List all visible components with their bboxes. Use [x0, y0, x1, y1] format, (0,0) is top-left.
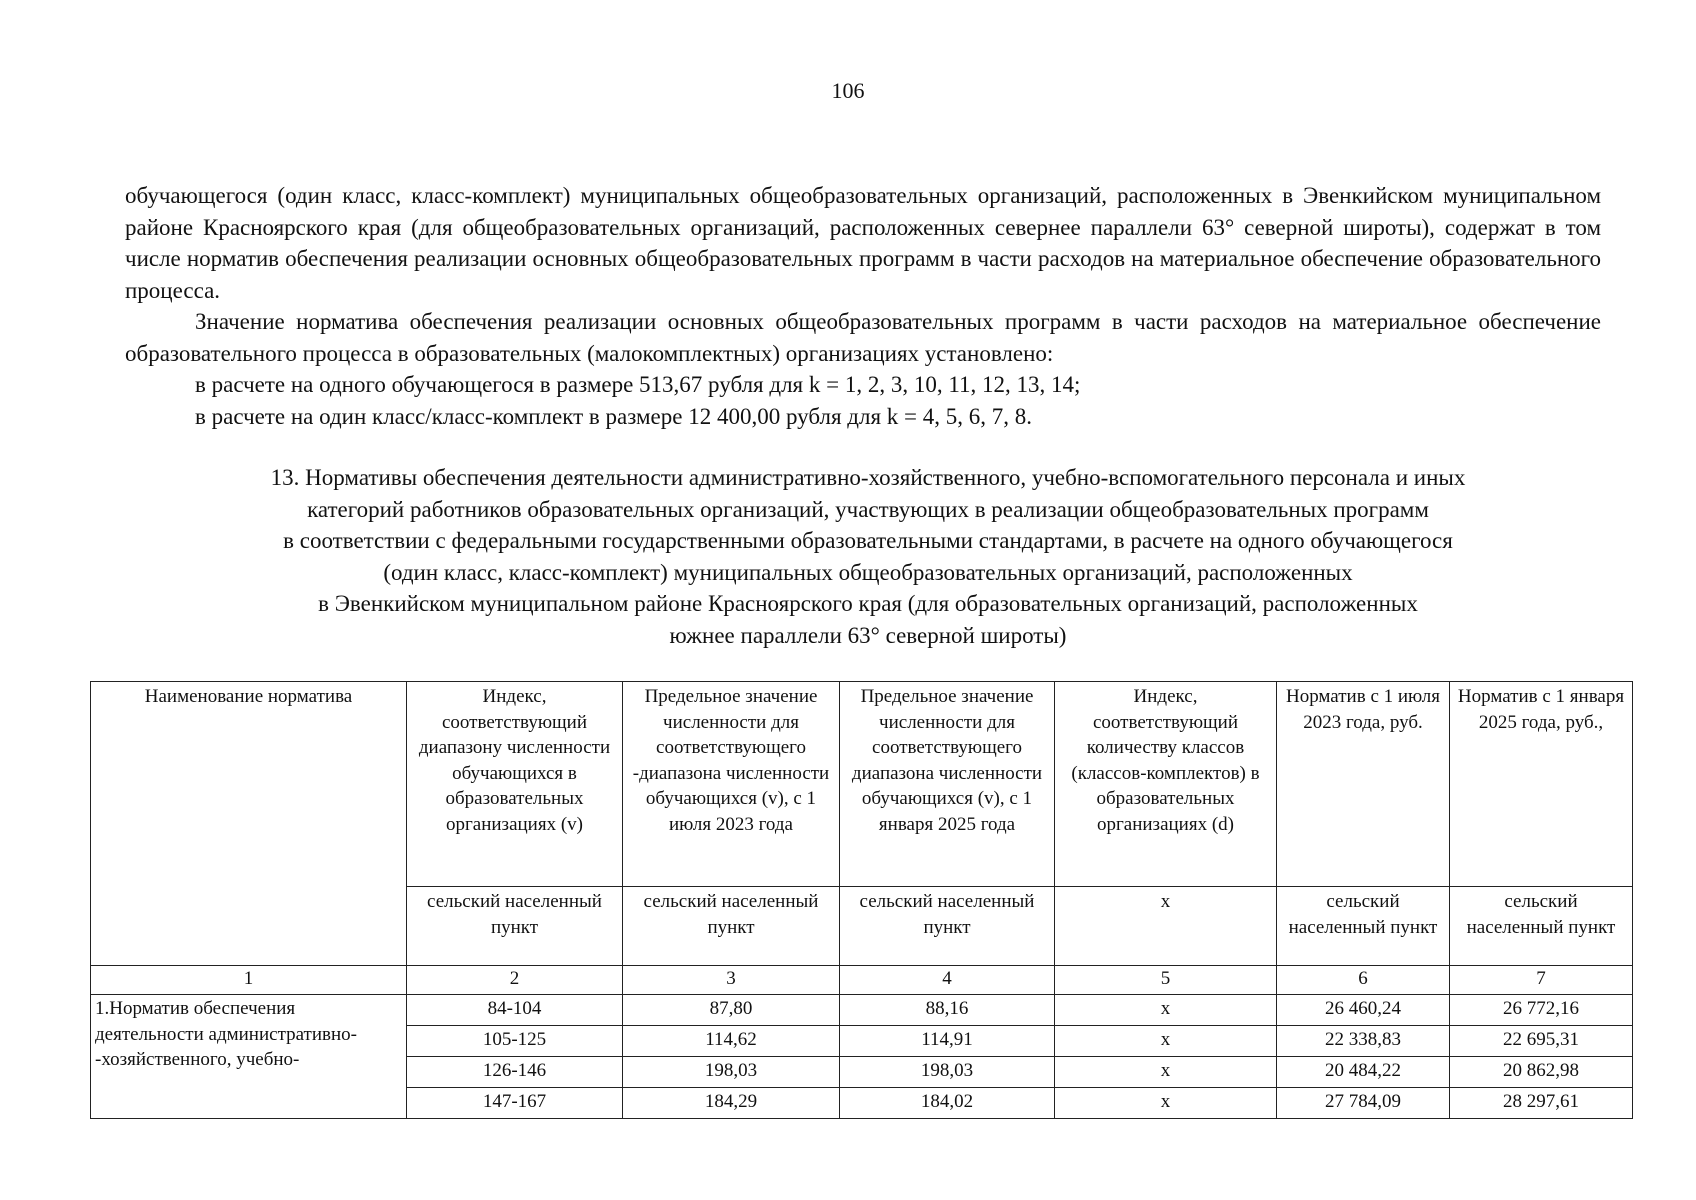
body-text	[125, 180, 1601, 432]
cell-index-d: x	[1055, 995, 1277, 1026]
cell-range: 147-167	[407, 1088, 623, 1119]
cell-norm-2025: 26 772,16	[1450, 995, 1633, 1026]
section-heading-line: (один класс, класс-комплект) муниципальных общеобразовательных организаций, расположенных	[383, 559, 1353, 585]
norm-per-class-line: в расчете на один класс/класс-комплект в размере 12 400,00 рубля для k = 4, 5, 6, 7, 8.	[195, 403, 1033, 429]
cell-norm-2023: 27 784,09	[1277, 1088, 1450, 1119]
cell-norm-2025: 28 297,61	[1450, 1088, 1633, 1119]
section-heading-line: южнее параллели 63° северной широты)	[669, 622, 1067, 648]
cell-limit-2025: 198,03	[840, 1057, 1055, 1088]
header-norm-2023: Норматив с 1 июля 2023 года, руб.	[1277, 682, 1450, 887]
section-heading	[130, 462, 1606, 651]
table-header-row	[91, 682, 1633, 887]
norm-group-name: 1.Норматив обеспечения деятельности административно- -хозяйственного, учебно-	[91, 995, 407, 1119]
table-row	[91, 995, 1633, 1026]
section-heading-line: в Эвенкийском муниципальном районе Красноярского края (для образовательных организаций, расположенных	[318, 591, 1418, 616]
cell-limit-2023: 184,29	[623, 1088, 840, 1119]
cell-limit-2025: 184,02	[840, 1088, 1055, 1119]
cell-range: 126-146	[407, 1057, 623, 1088]
subheader-not-applicable: x	[1055, 887, 1277, 966]
section-heading-line: 13. Нормативы обеспечения деятельности административно-хозяйственного, учебно-вспомогательного персонала и иных	[270, 465, 1466, 490]
cell-norm-2023: 26 460,24	[1277, 995, 1450, 1026]
header-index-v: Индекс, соответствующий диапазону численности обучающихся в образовательных организациях (v)	[407, 682, 623, 887]
column-number: 4	[840, 966, 1055, 995]
column-number: 2	[407, 966, 623, 995]
column-number: 7	[1450, 966, 1633, 995]
cell-range: 84-104	[407, 995, 623, 1026]
page-number: 106	[831, 78, 865, 103]
subheader-settlement: сельский населенный пункт	[1277, 887, 1450, 966]
column-number-row	[91, 966, 1633, 995]
column-number: 6	[1277, 966, 1450, 995]
cell-norm-2023: 22 338,83	[1277, 1026, 1450, 1057]
cell-index-d: x	[1055, 1088, 1277, 1119]
cell-norm-2025: 22 695,31	[1450, 1026, 1633, 1057]
cell-index-d: x	[1055, 1026, 1277, 1057]
header-limit-2025: Предельное значение численности для соответствующего диапазона численности обучающихся (v), с 1 января 2025 года	[840, 682, 1055, 887]
column-number: 1	[91, 966, 407, 995]
cell-limit-2023: 114,62	[623, 1026, 840, 1057]
paragraph-norm-value: Значение норматива обеспечения реализации основных общеобразовательных программ в части расходов на материальное обеспечение образовательного процесса в образовательных (малокомплектных) организациях установлено:	[125, 309, 1601, 366]
cell-range: 105-125	[407, 1026, 623, 1057]
cell-norm-2023: 20 484,22	[1277, 1057, 1450, 1088]
header-limit-2023: Предельное значение численности для соответствующего -диапазона численности обучающихся (v), с 1 июля 2023 года	[623, 682, 840, 887]
subheader-settlement: сельский населенный пункт	[623, 887, 840, 966]
column-number: 3	[623, 966, 840, 995]
section-heading-line: в соответствии с федеральными государственными образовательными стандартами, в расчете на одного обучающегося	[283, 528, 1453, 553]
cell-index-d: x	[1055, 1057, 1277, 1088]
subheader-settlement: сельский населенный пункт	[407, 887, 623, 966]
subheader-settlement: сельский населенный пункт	[840, 887, 1055, 966]
header-norm-name: Наименование норматива	[91, 682, 407, 966]
cell-limit-2025: 114,91	[840, 1026, 1055, 1057]
cell-limit-2023: 87,80	[623, 995, 840, 1026]
cell-limit-2025: 88,16	[840, 995, 1055, 1026]
norms-table	[90, 681, 1633, 1119]
column-number: 5	[1055, 966, 1277, 995]
header-index-d: Индекс, соответствующий количеству классов (классов-комплектов) в образовательных организациях (d)	[1055, 682, 1277, 887]
cell-limit-2023: 198,03	[623, 1057, 840, 1088]
subheader-settlement: сельский населенный пункт	[1450, 887, 1633, 966]
header-norm-2025: Норматив с 1 января 2025 года, руб.,	[1450, 682, 1633, 887]
paragraph-continuation: обучающегося (один класс, класс-комплект) муниципальных общеобразовательных организаций, расположенных в Эвенкийском муниципальном районе Красноярского края (для общеобразовательных организаций, расположенных севернее параллели 63° северной широты), содержат в том числе норматив обеспечения реализации основных общеобразовательных программ в части расходов на материальное обеспечение образовательного процесса.	[125, 183, 1601, 303]
cell-norm-2025: 20 862,98	[1450, 1057, 1633, 1088]
norm-per-student-line: в расчете на одного обучающегося в размере 513,67 рубля для k = 1, 2, 3, 10, 11, 12, 13, 14;	[195, 372, 1081, 397]
section-heading-line: категорий работников образовательных организаций, участвующих в реализации общеобразовательных программ	[307, 496, 1429, 522]
